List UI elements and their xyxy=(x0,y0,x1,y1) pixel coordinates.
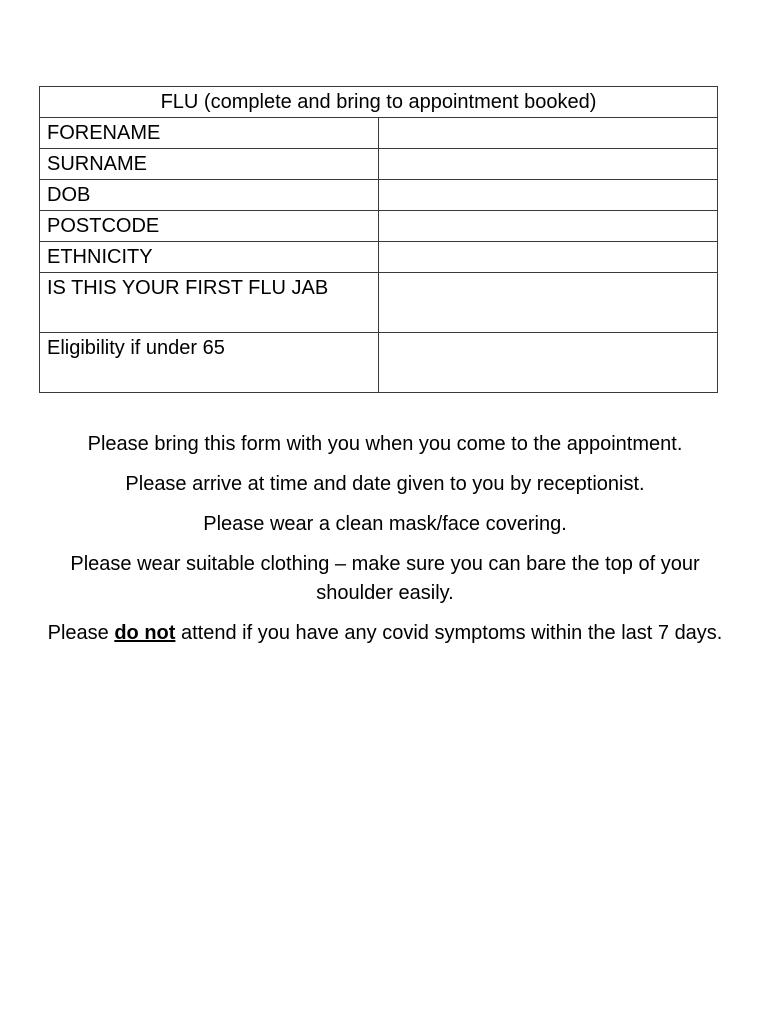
form-row-dob xyxy=(40,180,718,211)
eligibility-field[interactable] xyxy=(379,333,718,393)
covid-prefix: Please xyxy=(47,622,115,644)
first-flu-jab-field[interactable] xyxy=(379,273,718,333)
flu-form-table xyxy=(39,86,718,393)
dob-label: DOB xyxy=(40,180,379,211)
ethnicity-label: ETHNICITY xyxy=(40,242,379,273)
form-row-ethnicity xyxy=(40,242,718,273)
instructions-section xyxy=(40,430,730,659)
form-title: FLU (complete and bring to appointment booked) xyxy=(40,87,718,118)
surname-field[interactable] xyxy=(379,149,718,180)
form-row-forename xyxy=(40,118,718,149)
form-row-surname xyxy=(40,149,718,180)
covid-suffix: attend if you have any covid symptoms within the last 7 days. xyxy=(175,622,723,644)
instruction-covid xyxy=(40,619,730,648)
forename-label: FORENAME xyxy=(40,118,379,149)
surname-label: SURNAME xyxy=(40,149,379,180)
instruction-clothing: Please wear suitable clothing – make sure you can bare the top of your shoulder easily. xyxy=(70,553,700,604)
postcode-field[interactable] xyxy=(379,211,718,242)
instruction-arrive-on-time: Please arrive at time and date given to you by receptionist. xyxy=(125,473,645,495)
instruction-bring-form: Please bring this form with you when you come to the appointment. xyxy=(87,433,683,455)
covid-emphasis: do not xyxy=(114,622,176,644)
instruction-wear-mask: Please wear a clean mask/face covering. xyxy=(203,513,567,535)
postcode-label: POSTCODE xyxy=(40,211,379,242)
form-row-postcode xyxy=(40,211,718,242)
form-row-first-flu-jab xyxy=(40,273,718,333)
form-title-row xyxy=(40,87,718,118)
first-flu-jab-label: IS THIS YOUR FIRST FLU JAB xyxy=(40,273,379,333)
ethnicity-field[interactable] xyxy=(379,242,718,273)
forename-field[interactable] xyxy=(379,118,718,149)
form-row-eligibility xyxy=(40,333,718,393)
eligibility-label: Eligibility if under 65 xyxy=(40,333,379,393)
dob-field[interactable] xyxy=(379,180,718,211)
